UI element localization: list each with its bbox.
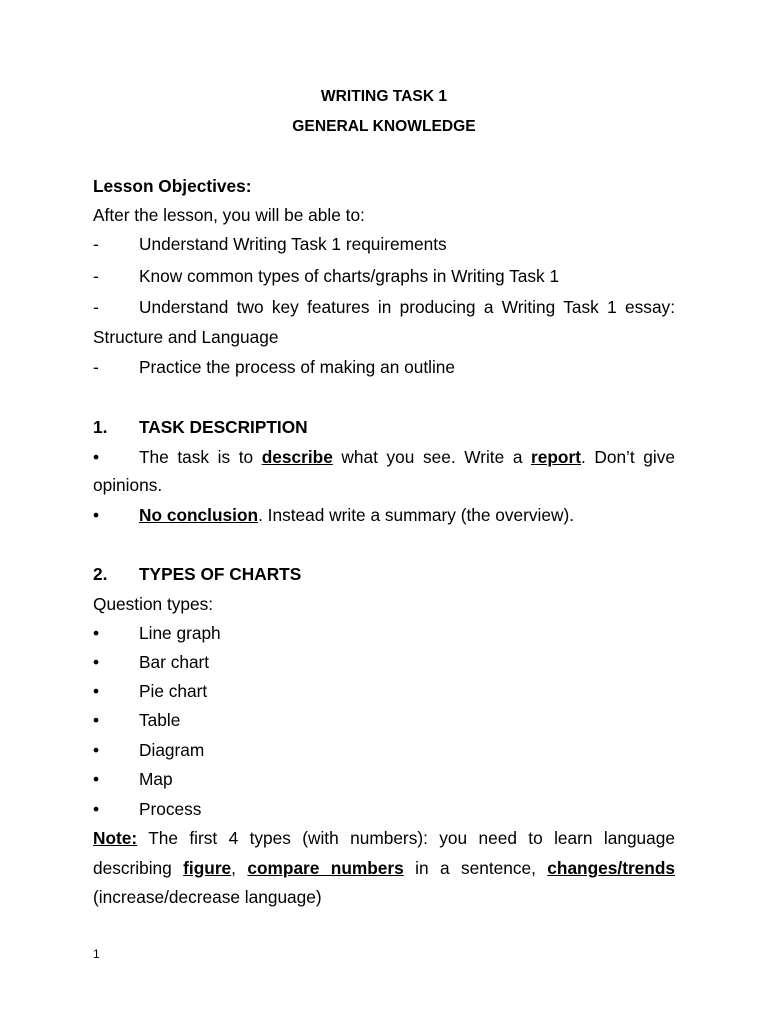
section-number: 1. [93,417,108,437]
objective-text-continued: Structure and Language [93,327,279,347]
objective-text: Know common types of charts/graphs in Writing Task 1 [139,266,560,286]
dash-marker: - [93,297,99,317]
keyword-compare-numbers: compare numbers [247,858,404,878]
section-title: TASK DESCRIPTION [139,417,308,437]
chart-type-label: Line graph [139,623,221,643]
question-types-intro: Question types: [93,594,214,614]
bullet-marker: • [93,799,100,819]
task-bullet-text: The task is to describe what you see. Write a report. Don’t give [139,447,675,467]
objectives-intro: After the lesson, you will be able to: [93,205,365,225]
task-bullet-continued: opinions. [93,475,163,495]
dash-marker: - [93,266,99,286]
bullet-marker: • [93,740,100,760]
note-line-2: describing figure, compare numbers in a sentence, changes/trends [93,858,676,878]
objective-text: Understand two key features in producing a Writing Task 1 essay: [139,297,675,317]
chart-type-label: Process [139,799,202,819]
chart-type-label: Table [139,710,181,730]
keyword-no-conclusion: No conclusion [139,505,259,525]
bullet-marker: • [93,769,100,789]
document-subtitle: GENERAL KNOWLEDGE [292,118,476,135]
note-label: Note: [93,828,138,848]
note-line-1: Note: The first 4 types (with numbers): you need to learn language [93,828,675,848]
section-title: TYPES OF CHARTS [139,564,302,584]
bullet-marker: • [93,505,100,525]
objective-text: Understand Writing Task 1 requirements [139,234,447,254]
objective-text: Practice the process of making an outline [139,357,456,377]
bullet-marker: • [93,623,100,643]
chart-type-label: Bar chart [139,652,210,672]
section-number: 2. [93,564,108,584]
bullet-marker: • [93,652,100,672]
chart-type-label: Diagram [139,740,205,760]
task-bullet-text: No conclusion. Instead write a summary (the overview). [139,505,575,525]
keyword-describe: describe [261,447,333,467]
bullet-marker: • [93,447,100,467]
note-line-3: (increase/decrease language) [93,887,322,907]
page-number: 1 [93,947,100,961]
bullet-marker: • [93,710,100,730]
keyword-report: report [531,447,581,467]
keyword-figure: figure [183,858,232,878]
chart-type-label: Pie chart [139,681,208,701]
bullet-marker: • [93,681,100,701]
chart-type-label: Map [139,769,173,789]
objectives-heading: Lesson Objectives: [93,176,252,196]
keyword-changes-trends: changes/trends [547,858,676,878]
document-title: WRITING TASK 1 [320,88,448,105]
dash-marker: - [93,357,99,377]
dash-marker: - [93,234,99,254]
